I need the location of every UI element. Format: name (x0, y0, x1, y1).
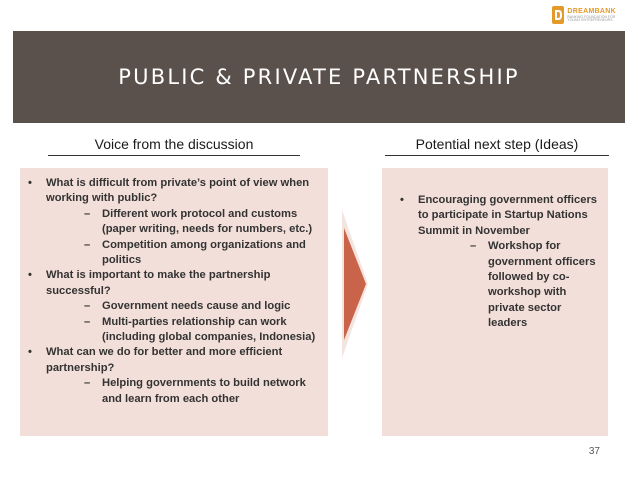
slide-title: PUBLIC & PRIVATE PARTNERSHIP (118, 65, 520, 89)
sub-bullet-item: – Multi-parties relationship can work (including global companies, Indonesia) (46, 315, 318, 346)
left-column-heading: Voice from the discussion (48, 133, 300, 156)
sub-bullet-item: – Helping governments to build network and learn from each other (46, 376, 318, 407)
bullet-item (20, 345, 318, 407)
right-column-heading: Potential next step (Ideas) (385, 133, 609, 156)
page-number: 37 (588, 446, 600, 457)
bullet-text: What can we do for better and more efficient partnership? (46, 346, 283, 374)
logo-tagline-2: YOUNG ENTREPRENEURS (567, 18, 613, 22)
dreambank-logo-icon (552, 6, 564, 24)
discussion-panel (20, 168, 328, 436)
bullet-item (20, 176, 318, 268)
chevron-right-arrow (342, 210, 370, 358)
sub-bullet-item: – Different work protocol and customs (paper writing, needs for numbers, etc.) (46, 207, 318, 238)
logo-name: DREAMBANK (567, 7, 616, 15)
bullet-text: What is difficult from private’s point of view when working with public? (46, 177, 310, 205)
sub-bullet-item: – Competition among organizations and politics (46, 238, 318, 269)
sub-bullet-item: – Government needs cause and logic (46, 299, 318, 314)
bullet-text: Encouraging government officers to participate in Startup Nations Summit in November (418, 194, 598, 237)
bullet-text: What is important to make the partnership successful? (46, 269, 271, 297)
dreambank-logo (552, 4, 616, 26)
bullet-item (382, 193, 598, 332)
next-steps-panel (382, 168, 608, 436)
bullet-item (20, 268, 318, 345)
logo-tagline-1: BANKING FOUNDATION FOR (567, 14, 616, 19)
sub-bullet-item: – Workshop for government officers followed by co-workshop with private sector leaders (418, 239, 598, 331)
title-banner (13, 31, 625, 123)
